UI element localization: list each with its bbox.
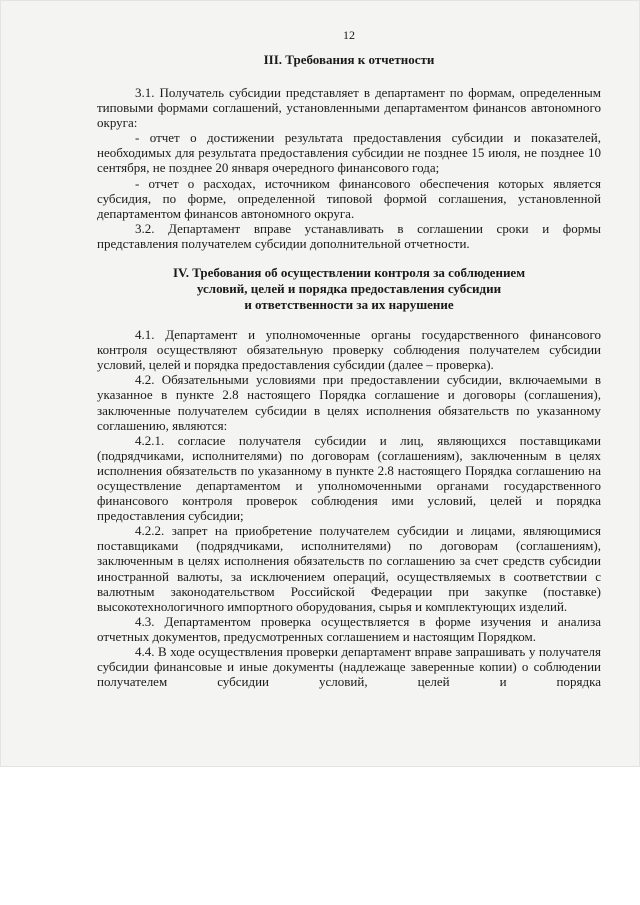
paragraph-4-2-1: 4.2.1. согласие получателя субсидии и лиц, являющихся поставщиками (подрядчиками, исполнителями) по договорам (соглашениям), заключенным в целях исполнения обязательств по указанному в пункте 2.8 настоящего Порядка соглашению на осуществление департаментом и уполномоченными органами государственного финансового контроля проверок соблюдения ими условий, целей и порядка предоставления субсидии; <box>97 432 601 524</box>
blank-margin <box>0 767 640 905</box>
paragraph-3-2: 3.2. Департамент вправе устанавливать в соглашении сроки и формы представления получателем субсидии дополнительной отчетности. <box>97 220 601 251</box>
section-4-title-line-3: и ответственности за их нарушение <box>244 297 454 313</box>
paragraph-4-1: 4.1. Департамент и уполномоченные органы государственного финансового контроля осуществляют обязательную проверку соблюдения получателем субсидии условий, целей и порядка предоставления субсидии (далее – проверка). <box>97 327 601 373</box>
paragraph-3-1-item-1: - отчет о достижении результата предоставления субсидии и показателей, необходимых для результата предоставления субсидии не позднее 15 июля, не позднее 10 сентября, не позднее 20 января очередного финансового года; <box>97 130 601 176</box>
section-4-title-line-1: IV. Требования об осуществлении контроля за соблюдением <box>172 265 526 281</box>
page-number: 12 <box>343 28 355 42</box>
paragraph-4-2-2: 4.2.2. запрет на приобретение получателем субсидии и лицами, являющимися поставщиками (подрядчиками, исполнителями) по договорам (соглашениям), заключенным в целях исполнения обязательств по соглашению за счет средств субсидии иностранной валюты, за исключением операций, осуществляемых в соответствии с валютным законодательством Российской Федерации при закупке (поставке) высокотехнологичного импортного оборудования, сырья и комплектующих изделий. <box>97 523 601 614</box>
section-3-title: III. Требования к отчетности <box>263 52 435 67</box>
section-4-title-line-2: условий, целей и порядка предоставления субсидии <box>196 281 502 297</box>
section-4-title <box>97 265 601 313</box>
paragraph-3-1: 3.1. Получатель субсидии представляет в департамент по формам, определенным типовыми формами соглашений, установленными департаментом финансов автономного округа: <box>97 85 601 131</box>
paragraph-3-1-item-2: - отчет о расходах, источником финансового обеспечения которых является субсидия, по форме, определенной типовой формой соглашения, установленной департаментом финансов автономного округа. <box>97 175 601 221</box>
page-content <box>97 28 601 689</box>
paragraph-4-3: 4.3. Департаментом проверка осуществляется в форме изучения и анализа отчетных документов, предусмотренных соглашением и настоящим Порядком. <box>97 613 601 644</box>
paragraph-4-2: 4.2. Обязательными условиями при предоставлении субсидии, включаемыми в указанное в пункте 2.8 настоящего Порядка соглашение и договоры (соглашения), заключенные получателем субсидии в целях исполнения обязательств по указанному соглашению, являются: <box>97 372 601 433</box>
paragraph-4-4: 4.4. В ходе осуществления проверки департамент вправе запрашивать у получателя субсидии финансовые и иные документы (надлежаще заверенные копии) о соблюдении получателем субсидии условий, целей и порядка <box>97 644 601 690</box>
